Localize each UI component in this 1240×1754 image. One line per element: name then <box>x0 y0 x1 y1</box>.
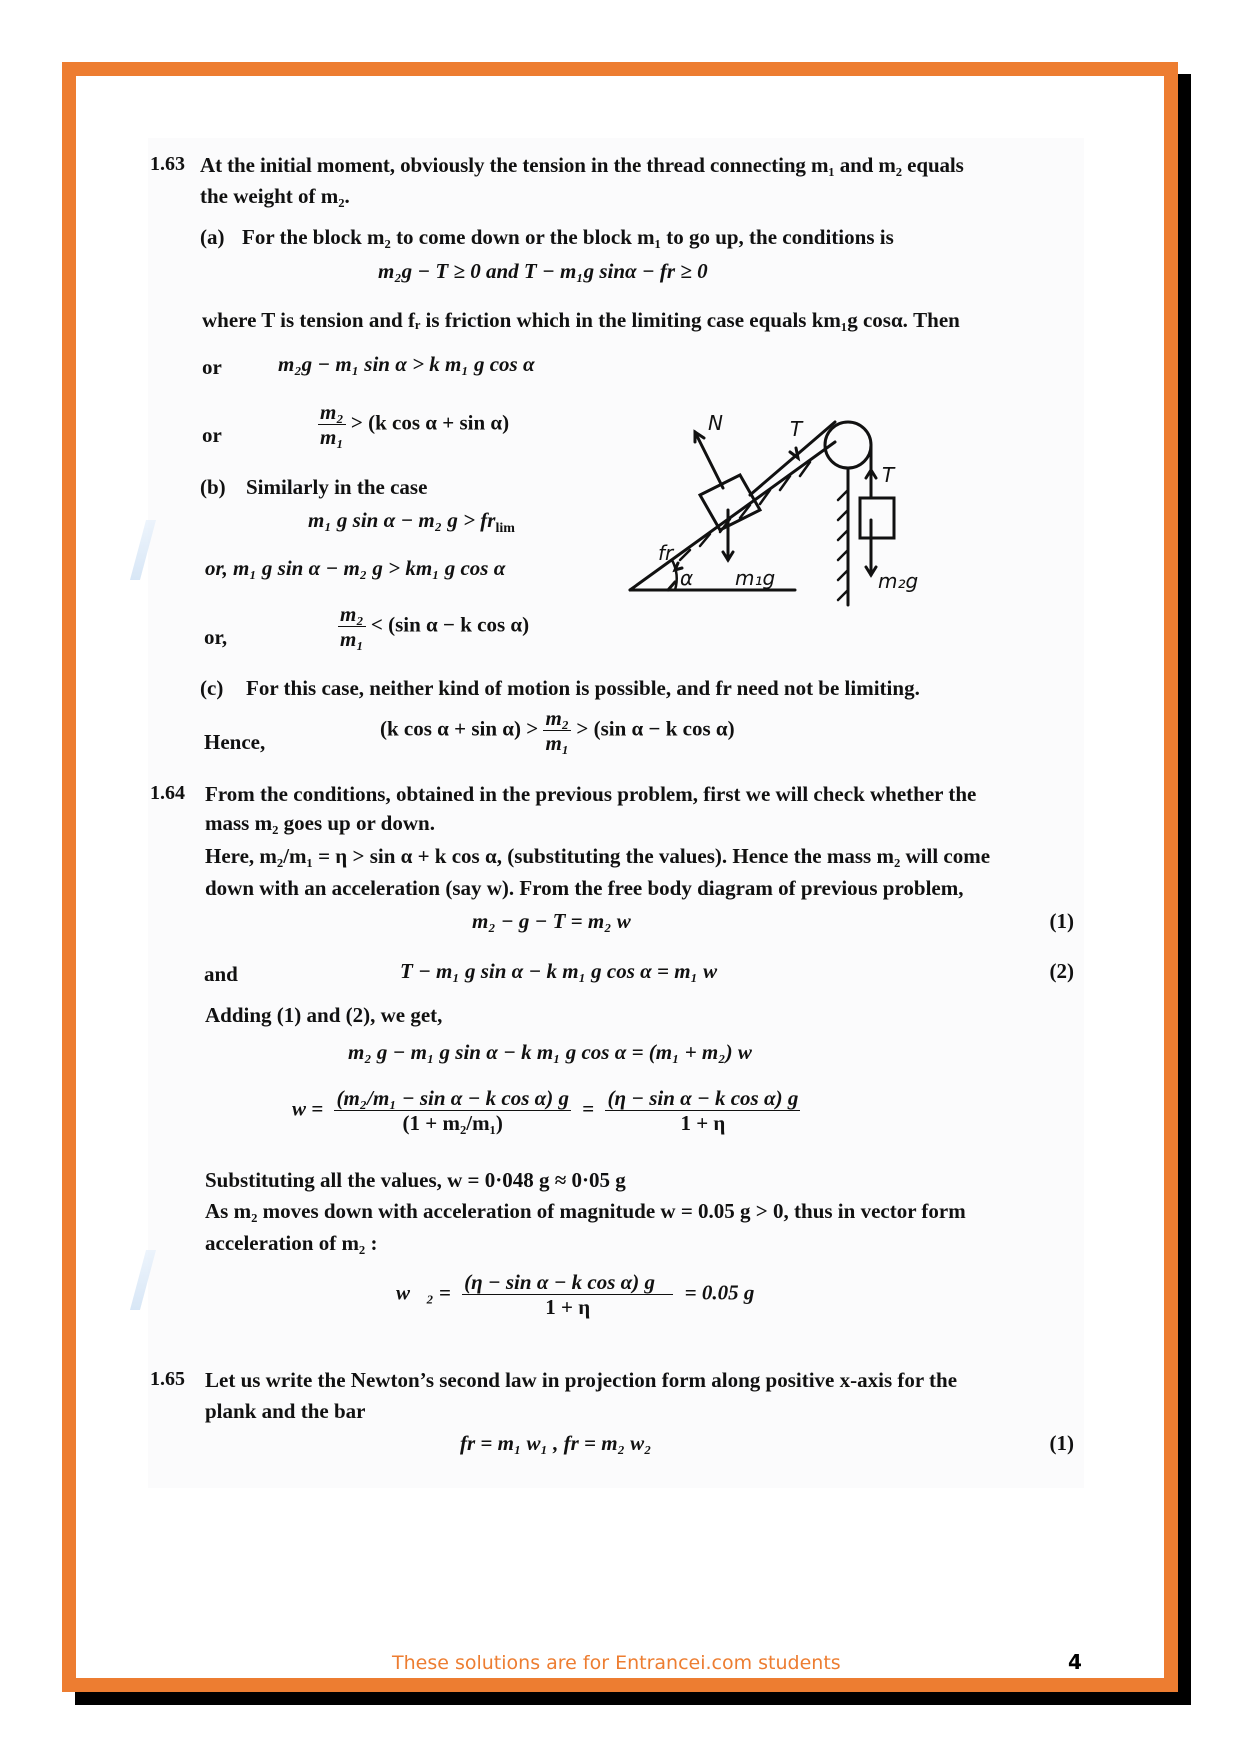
equation-1 <box>372 909 1074 934</box>
lhs: w⃗₂ = <box>396 1280 451 1305</box>
adding-line: Adding (1) and (2), we get, <box>205 1003 443 1027</box>
numerator: m₂ <box>340 602 364 626</box>
sum-equation: m₂ g − m₁ g sin α − k m₁ g cos α = (m₁ + m₂) w <box>348 1040 752 1064</box>
intro-line: plank and the bar <box>205 1399 366 1423</box>
part-a-text: For the block m₂ to come down or the block m₁ to go up, the conditions is <box>242 225 894 249</box>
hence-label: Hence, <box>204 730 266 754</box>
where-line: where T is tension and fᵣ is friction which in the limiting case equals km₁g cosα. Then <box>202 308 960 332</box>
eq-text: m₁ g sin α − m₂ g > fr <box>308 508 496 532</box>
or-label: or <box>202 423 222 447</box>
frame-shadow-right <box>1178 74 1191 1705</box>
equation: m₂g − T ≥ 0 and T − m₁g sinα − fr ≥ 0 <box>378 259 708 283</box>
rhs: = 0.05 g⃗ <box>684 1280 771 1305</box>
label-N: N <box>708 411 723 435</box>
denominator: 1 + η <box>680 1111 726 1135</box>
label-m1g: m₁g <box>735 566 776 590</box>
numerator: (η − sin α − k cos α) g <box>607 1086 799 1110</box>
para-line: Here, m₂/m₁ = η > sin α + k cos α, (substituting the values). Hence the mass m₂ will come <box>205 844 991 868</box>
part-label: (c) <box>200 676 224 700</box>
part-c-text: For this case, neither kind of motion is possible, and fr need not be limiting. <box>246 676 920 700</box>
label-friction: fr <box>658 541 674 565</box>
intro-line: From the conditions, obtained in the previous problem, first we will check whether the <box>205 782 977 806</box>
eq-text: fr = m₁ w₁ , fr = m₂ w₂ <box>460 1431 652 1455</box>
intro-line: the weight of m₂. <box>200 184 350 208</box>
frame-shadow-bottom <box>75 1692 1191 1705</box>
part-b-text: Similarly in the case <box>246 475 428 499</box>
numerator: (m₂/m₁ − sin α − k cos α) g <box>336 1086 569 1110</box>
lhs: w = <box>292 1096 324 1121</box>
equation: or, m₁ g sin α − m₂ g > km₁ g cos α <box>205 556 506 580</box>
footer-watermark: These solutions are for Entrancei.com students <box>392 1652 841 1674</box>
equation <box>308 508 515 537</box>
problem-number: 1.64 <box>150 782 185 804</box>
rhs: > (sin α − k cos α) <box>576 716 735 741</box>
equation-tag: (2) <box>1049 959 1074 983</box>
numerator: (η − sin α − k cos α) g⃗ <box>464 1270 672 1294</box>
para-line: down with an acceleration (say w). From the free body diagram of previous problem, <box>205 876 964 900</box>
and-label: and <box>204 962 238 986</box>
numerator: m₂ <box>545 706 570 730</box>
label-alpha: α <box>680 566 694 590</box>
vector-equation <box>396 1270 771 1319</box>
denominator: m₁ <box>340 627 364 651</box>
equation-1 <box>460 1431 1074 1456</box>
fraction-equation <box>318 400 509 449</box>
lhs: (k cos α + sin α) > <box>380 716 539 741</box>
denominator: m₁ <box>320 425 344 449</box>
or-label: or, <box>204 625 228 649</box>
intro-line: Let us write the Newton’s second law in projection form along positive x-axis for the <box>205 1368 958 1392</box>
fraction-equation <box>380 706 735 755</box>
denominator: m₁ <box>545 731 570 755</box>
equals: = <box>582 1096 595 1121</box>
rhs: < (sin α − k cos α) <box>370 612 530 637</box>
label-m2g: m₂g <box>878 569 919 593</box>
equation-2 <box>400 959 1074 984</box>
or-label: or <box>202 355 222 379</box>
problem-number: 1.65 <box>150 1368 185 1390</box>
substituting-line: Substituting all the values, w = 0·048 g ≈ 0·05 g <box>205 1168 626 1192</box>
intro-line: At the initial moment, obviously the tension in the thread connecting m₁ and m₂ equals <box>200 153 964 177</box>
intro-line: mass m₂ goes up or down. <box>205 811 435 835</box>
denominator: (1 + m₂/m₁) <box>402 1111 503 1135</box>
label-T2: T <box>882 463 895 487</box>
page-number: 4 <box>1068 1650 1082 1674</box>
denominator: 1 + η <box>545 1295 591 1319</box>
problem-number: 1.63 <box>150 153 185 175</box>
equation-tag: (1) <box>1049 909 1074 933</box>
as-line: acceleration of m₂ : <box>205 1231 378 1255</box>
w-equation <box>292 1086 800 1135</box>
numerator: m₂ <box>320 400 344 424</box>
part-label: (b) <box>200 475 226 499</box>
fraction-equation <box>338 602 529 651</box>
eq-text: T − m₁ g sin α − k m₁ g cos α = m₁ w <box>400 959 718 983</box>
part-label: (a) <box>200 225 225 249</box>
inclined-plane-pulley-diagram <box>620 400 980 620</box>
eq-text: m₂ − g − T = m₂ w <box>472 909 631 933</box>
as-line: As m₂ moves down with acceleration of magnitude w = 0.05 g > 0, thus in vector form <box>205 1199 966 1223</box>
equation: m₂g − m₁ sin α > k m₁ g cos α <box>278 352 535 376</box>
rhs: > (k cos α + sin α) <box>350 410 510 435</box>
label-T: T <box>790 417 803 441</box>
subscript: lim <box>495 521 515 537</box>
equation-tag: (1) <box>1049 1431 1074 1455</box>
